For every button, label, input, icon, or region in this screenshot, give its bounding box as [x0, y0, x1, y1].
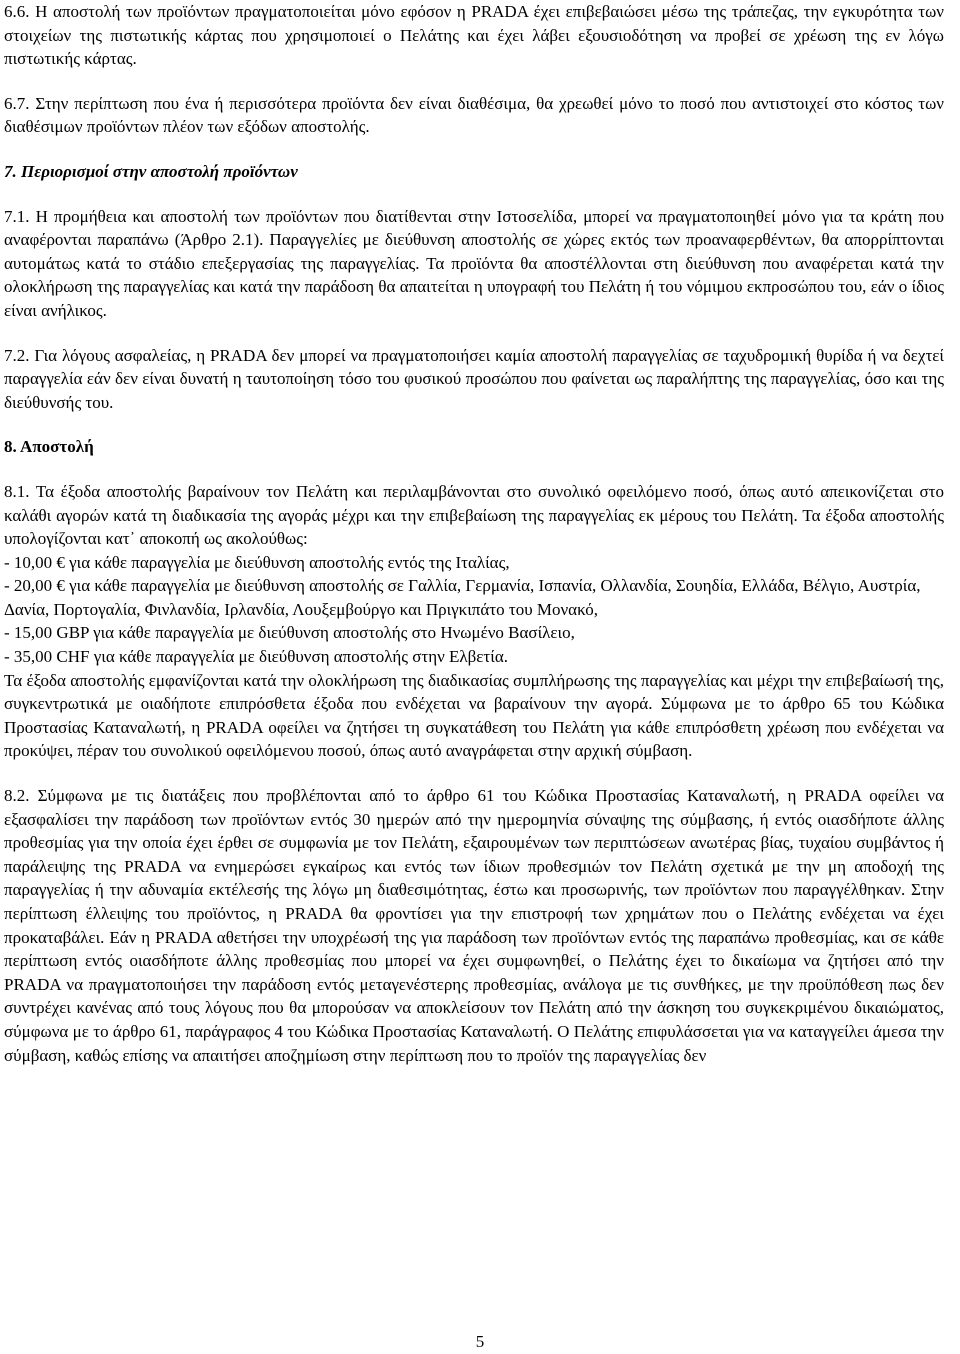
paragraph-7-2: 7.2. Για λόγους ασφαλείας, η PRADA δεν μπορεί να πραγματοποιήσει καμία αποστολή παραγγελίας σε ταχυδρομική θυρίδα ή να δεχτεί παραγγελία εάν δεν είναι δυνατή η ταυτοποίηση τόσο του φυσικού προσώπου που φαίνεται ως παραλήπτης της παραγγελίας, όσο και της διεύθυνσής του.: [4, 345, 944, 412]
fee-line-eu: - 20,00 € για κάθε παραγγελία με διεύθυνση αποστολής σε Γαλλία, Γερμανία, Ισπανία, Ολλανδία, Σουηδία, Ελλάδα, Βέλγιο, Αυστρία, Δανία, Πορτογαλία, Φινλανδία, Ιρλανδία, Λουξεμβούργο και Πριγκιπάτο του Μονακό,: [4, 576, 921, 619]
paragraph-8-2: 8.2. Σύμφωνα με τις διατάξεις που προβλέπονται από το άρθρο 61 του Κώδικα Προστασίας Καταναλωτή, η PRADA οφείλει να εξασφαλίσει την παράδοση των προϊόντων εντός 30 ημερών από την ημερομηνία σύναψης της σύμβασης, ή εντός οιασδήποτε άλλης προθεσμίας για την οποία έχει έρθει σε συμφωνία με τον Πελάτη, εξαιρουμένων των περιπτώσεων ανωτέρας βίας, τυχαίου συμβάντος ή παράλειψης της PRADA να ενημερώσει εγκαίρως και εντός των ίδιων προθεσμιών τον Πελάτη σχετικά με την μη αποδοχή της παραγγελίας ή την αδυναμία εκτέλεσής της λόγω μη διαθεσιμότητας, έστω και προσωρινής, των προϊόντων που παραγγέλθηκαν. Στην περίπτωση έλλειψης του προϊόντος, η PRADA θα φροντίσει για την επιστροφή των χρημάτων που ο Πελάτης ενδέχεται να έχει προκαταβάλει. Εάν η PRADA αθετήσει την υποχρέωσή της για παράδοση των προϊόντων εντός της παραπάνω προθεσμίας, και σε κάθε περίπτωση εντός οιασδήποτε άλλης προθεσμίας που μπορεί να έχει συμφωνηθεί, ο Πελάτης έχει το δικαίωμα να ζητήσει από την PRADA να πραγματοποιήσει την παράδοση εντός μεταγενέστερης προθεσμίας, ανάλογα με τις συνθήκες, με την προϋπόθεση πως δεν συντρέχει κανένας από τους λόγους που θα μπορούσαν να αποκλείσουν τον Πελάτη από την άσκηση του συγκεκριμένου δικαιώματος, σύμφωνα με το άρθρο 61, παράγραφος 4 του Κώδικα Προστασίας Καταναλωτή. Ο Πελάτης επιφυλάσσεται για να καταγγείλει άμεσα την σύμβαση, καθώς επίσης να απαιτήσει αποζημίωση στην περίπτωση που το προϊόν της παραγγελίας δεν: [4, 786, 944, 1065]
document-page: [4, 0, 944, 1067]
fee-line-uk: - 15,00 GBP για κάθε παραγγελία με διεύθυνση αποστολής στο Ηνωμένο Βασίλειο,: [4, 623, 575, 643]
fee-line-switzerland: - 35,00 CHF για κάθε παραγγελία με διεύθυνση αποστολής στην Ελβετία.: [4, 647, 508, 667]
fee-line-italy: - 10,00 € για κάθε παραγγελία με διεύθυνση αποστολής εντός της Ιταλίας,: [4, 552, 510, 572]
paragraph-6-6: 6.6. Η αποστολή των προϊόντων πραγματοποιείται μόνο εφόσον η PRADA έχει επιβεβαιώσει μέσω της τράπεζας, την εγκυρότητα των στοιχείων της πιστωτικής κάρτας που χρησιμοποιεί ο Πελάτης και έχει λάβει εξουσιοδότηση να προβεί σε χρέωση της εν λόγω πιστωτικής κάρτας.: [4, 2, 944, 69]
section-heading-8: 8. Αποστολή: [4, 437, 94, 457]
paragraph-6-7: 6.7. Στην περίπτωση που ένα ή περισσότερα προϊόντα δεν είναι διαθέσιμα, θα χρεωθεί μόνο το ποσό που αντιστοιχεί στο κόστος των διαθέσιμων προϊόντων πλέον των εξόδων αποστολής.: [4, 93, 944, 137]
paragraph-8-1-continued: Τα έξοδα αποστολής εμφανίζονται κατά την ολοκλήρωση της διαδικασίας συμπλήρωσης της παραγγελίας και μέχρι την επιβεβαίωσή της, συγκεντρωτικά με οιαδήποτε επιπρόσθετα έξοδα που ενδέχεται να βαραίνουν την αγορά. Σύμφωνα με το άρθρο 65 του Κώδικα Προστασίας Καταναλωτή, η PRADA οφείλει να ζητήσει τη συγκατάθεση του Πελάτη για κάθε επιπρόσθετη χρέωση που ενδέχεται να προκύψει, πέραν του συνολικού οφειλόμενου ποσού, όπως αυτό αναγράφεται στην αρχική σύμβαση.: [4, 670, 944, 761]
page-number: 5: [475, 1332, 485, 1351]
paragraph-7-1: 7.1. Η προμήθεια και αποστολή των προϊόντων που διατίθενται στην Ιστοσελίδα, μπορεί να πραγματοποιηθεί μόνο για τα κράτη που αναφέρονται παραπάνω (Άρθρο 2.1). Παραγγελίες με διεύθυνση αποστολής σε χώρες εκτός των προαναφερθέντων, θα απορρίπτονται αυτομάτως κατά το στάδιο επεξεργασίας της παραγγελίας. Τα προϊόντα θα αποστέλλονται στη διεύθυνση που αναφέρεται κατά την ολοκλήρωση της παραγγελίας και κατά την παράδοση θα απαιτείται η υπογραφή του Πελάτη ή του νόμιμου εκπροσώπου του, εάν ο ίδιος είναι ανήλικος.: [4, 206, 944, 320]
section-heading-7: 7. Περιορισμοί στην αποστολή προϊόντων: [4, 161, 298, 181]
paragraph-8-1: 8.1. Τα έξοδα αποστολής βαραίνουν τον Πελάτη και περιλαμβάνονται στο συνολικό οφειλόμενο ποσό, όπως αυτό απεικονίζεται στο καλάθι αγορών κατά τη διαδικασία της αγοράς μέχρι και την επιβεβαίωση της παραγγελίας εκ μέρους του Πελάτη. Τα έξοδα αποστολής υπολογίζονται κατ᾽ αποκοπή ως ακολούθως:: [4, 481, 944, 549]
